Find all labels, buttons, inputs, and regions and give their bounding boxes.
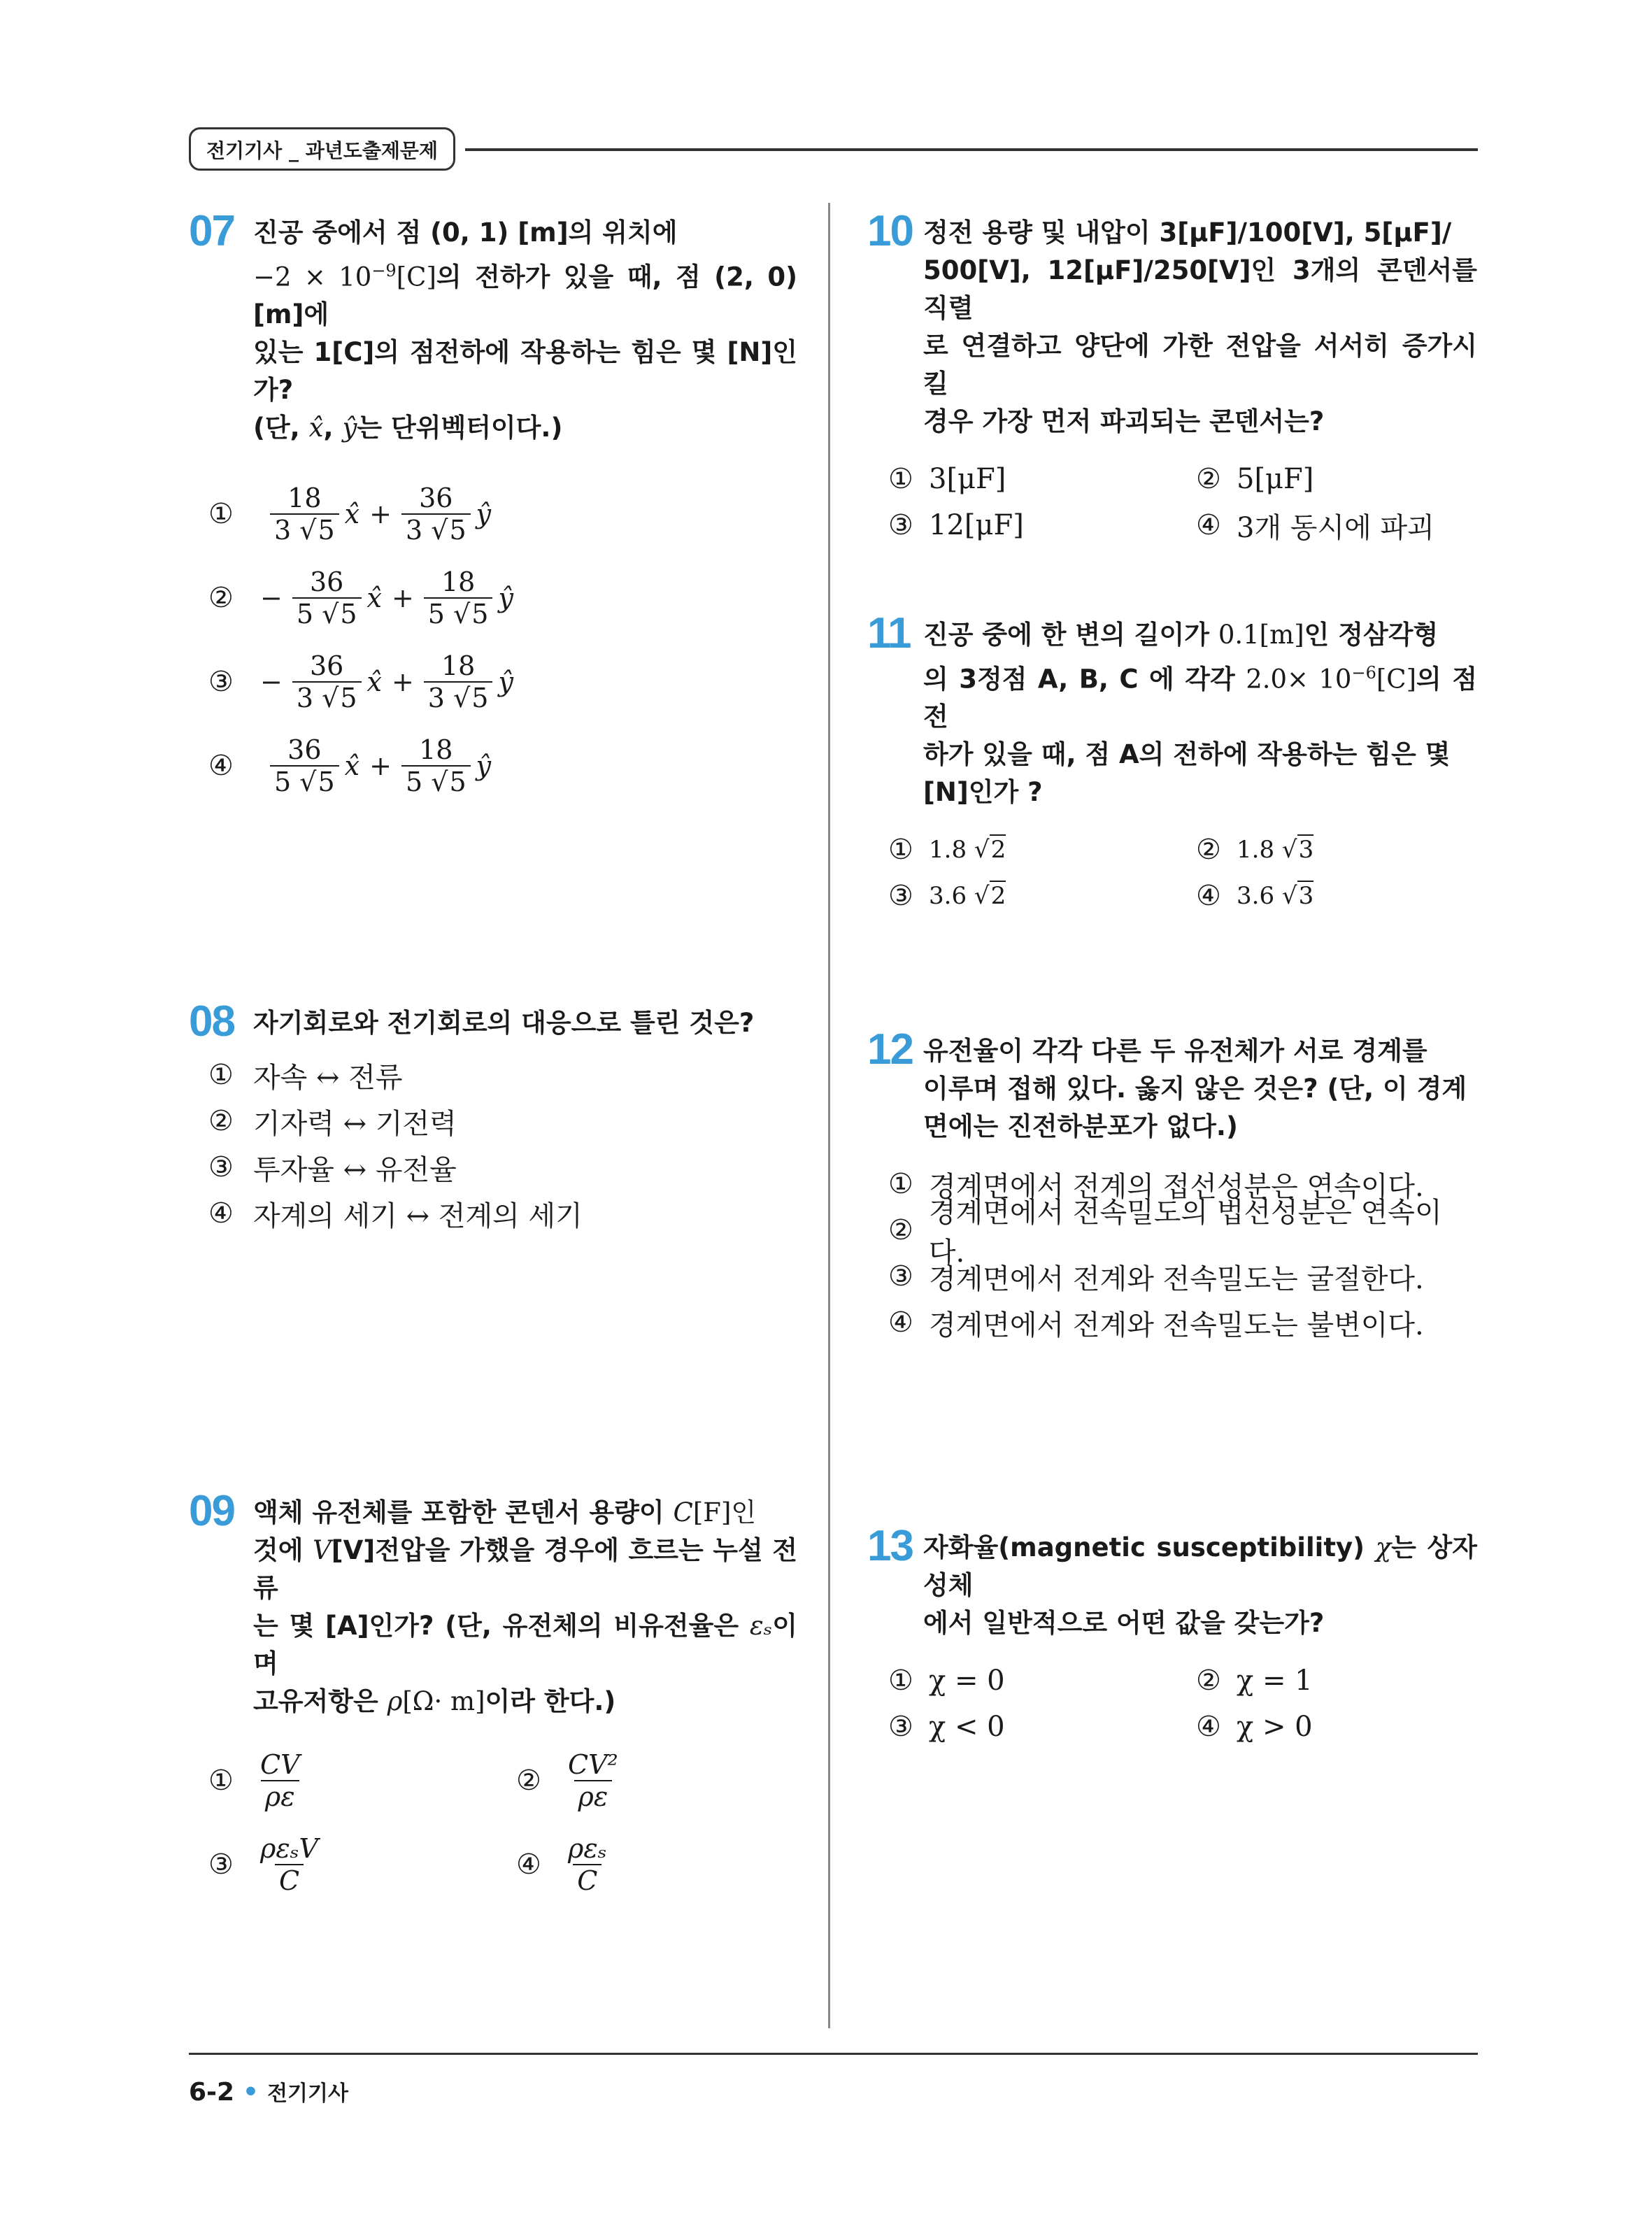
option-number: ② [208, 1105, 234, 1137]
option-2[interactable] [1196, 456, 1504, 502]
question-line: 면에는 진전하분포가 없다.) [923, 1111, 1238, 1141]
question-line [253, 1532, 797, 1607]
option-number: ④ [1196, 880, 1221, 913]
question-line: 로 연결하고 양단에 가한 전압을 서서히 증가시킬 [923, 331, 1477, 399]
sign: − [260, 583, 283, 614]
question-fragment: 것에 [253, 1535, 304, 1565]
option-4[interactable] [208, 1190, 797, 1237]
question-line: 500[V], 12[μF]/250[V]인 3개의 콘덴서를 직렬 [923, 255, 1477, 323]
question-text [923, 210, 1477, 441]
question-fragment: 자화율(magnetic susceptibility) [923, 1532, 1365, 1562]
question-text [253, 210, 797, 447]
question-line [253, 1494, 797, 1532]
footer-rule [189, 2053, 1478, 2055]
question-11 [867, 609, 1477, 919]
denominator-coef: 5 [405, 767, 423, 798]
question-fragment: , [323, 413, 334, 443]
unit-vector-x: x̂ [366, 583, 382, 614]
coefficient: 1.8 [929, 836, 967, 864]
option-number: ④ [1196, 1711, 1221, 1743]
question-text [253, 1490, 797, 1721]
option-number: ② [1196, 463, 1221, 495]
denominator-radicand: 5 [471, 599, 489, 630]
question-line [923, 616, 1477, 654]
plus-sign: + [391, 583, 414, 614]
question-number: 09 [189, 1487, 234, 1535]
denominator: ρε [574, 1780, 613, 1812]
math-symbol: χ [1375, 1532, 1392, 1562]
math-unit: [C] [1376, 664, 1417, 695]
question-12 [867, 1025, 1477, 1346]
math-expr: 0.1[m] [1218, 620, 1304, 650]
question-line [253, 252, 797, 334]
math-symbol: ρ [387, 1686, 403, 1716]
options [208, 1746, 797, 1900]
option-number: ② [1196, 834, 1221, 867]
question-fragment: 는 몇 [A]인가? (단, 유전체의 비유전율은 [253, 1611, 739, 1641]
unit-vector-x: x̂ [366, 667, 382, 698]
question-fragment: 는 단위벡터이다.) [357, 413, 563, 443]
numerator: 36 [287, 734, 322, 766]
math-expr: 2.0× 10 [1246, 664, 1352, 695]
numerator: ρεₛV [260, 1833, 318, 1864]
denominator-radicand: 5 [449, 767, 467, 798]
radicand: 3 [1298, 836, 1314, 864]
question-fragment: [V]전압을 가했을 경우에 흐르는 누설 전류 [253, 1535, 797, 1603]
unit-vector-y: ŷ [476, 499, 492, 530]
question-line: 이루며 접해 있다. 옳지 않은 것은? (단, 이 경계 [923, 1074, 1467, 1104]
option-text: 경계면에서 전속밀도의 법선성분은 연속이다. [928, 1197, 1442, 1269]
numerator: CV² [568, 1749, 618, 1780]
option-4[interactable]: ④ 3.6 √3 [1196, 880, 1314, 913]
options [888, 827, 1477, 919]
math-unit: [C] [396, 262, 436, 292]
question-fragment: 고유저항은 [253, 1686, 378, 1716]
option-4[interactable] [516, 1830, 824, 1900]
option-number: ② [516, 1765, 541, 1797]
question-line [253, 1607, 797, 1683]
radicand: 2 [990, 836, 1006, 864]
numerator: 18 [419, 734, 453, 766]
unit-vector-y: ŷ [342, 413, 357, 443]
question-line: 유전율이 각각 다른 두 유전체가 서로 경계를 [923, 1036, 1427, 1066]
denominator-coef: 3 [405, 515, 423, 546]
option-2[interactable]: ② − $\frac{36}{5 √5}$ x̂ + $\frac{18}{5 √5}$ ŷ [208, 567, 513, 630]
options [208, 472, 797, 808]
header-rule [465, 148, 1478, 151]
option-3[interactable]: ③ − $\frac{36}{3 √5}$ x̂ + $\frac{18}{3 √5}$ ŷ [208, 650, 513, 714]
question-line: 있는 1[C]의 점전하에 작용하는 힘은 몇 [N]인가? [253, 337, 797, 406]
denominator-coef: 3 [296, 683, 314, 714]
denominator: ρε [261, 1780, 299, 1812]
option-number: ④ [208, 1197, 234, 1230]
question-fragment: 의 점전 [923, 664, 1477, 732]
question-10 [867, 207, 1477, 548]
plus-sign: + [369, 499, 392, 530]
option-4[interactable] [1196, 502, 1504, 548]
unit-vector-y: ŷ [498, 667, 513, 698]
option-text: 기자력 ↔ 기전력 [253, 1107, 457, 1140]
option-1[interactable] [888, 456, 1196, 502]
question-line: [N]인가 ? [923, 777, 1043, 808]
option-3[interactable] [208, 1830, 516, 1900]
question-13 [867, 1522, 1477, 1750]
unit-vector-x: x̂ [344, 499, 360, 530]
denominator-radicand: 5 [471, 683, 489, 714]
question-line [253, 1683, 797, 1721]
column-divider [828, 203, 830, 2028]
option-1[interactable] [208, 1746, 516, 1816]
unit-vector-x: x̂ [344, 750, 360, 782]
denominator-radicand: 5 [318, 515, 335, 546]
question-text [923, 612, 1477, 811]
option-3[interactable] [888, 1253, 1477, 1299]
question-fragment: 인 정삼각형 [1304, 620, 1439, 650]
math-exponent: −9 [371, 261, 397, 280]
option-number: ④ [516, 1849, 541, 1881]
math-unit: [Ω· m] [402, 1686, 485, 1716]
bullet-icon: • [243, 2078, 259, 2107]
numerator: 36 [310, 650, 344, 682]
question-fragment: 액체 유전체를 포함한 콘덴서 용량이 [253, 1497, 664, 1527]
option-text: 경계면에서 전계와 전속밀도는 굴절한다. [929, 1262, 1424, 1295]
math-exponent: −6 [1351, 663, 1376, 683]
option-1[interactable]: ① 1.8 √2 [888, 834, 1006, 867]
option-number: ③ [208, 1849, 234, 1881]
math-symbol: εₛ [749, 1611, 773, 1641]
question-line: 하가 있을 때, 점 A의 전하에 작용하는 힘은 몇 [923, 739, 1451, 770]
option-text: 12[μF] [929, 509, 1024, 541]
option-1[interactable]: ① $\frac{18}{3 √5}$ x̂ + $\frac{36}{3 √5}$ ŷ [208, 483, 492, 546]
options [208, 1052, 797, 1237]
options [888, 1161, 1477, 1346]
option-1[interactable] [208, 1052, 797, 1098]
radicand: 2 [990, 882, 1006, 911]
option-3[interactable] [888, 502, 1196, 548]
unit-vector-y: ŷ [498, 583, 513, 614]
coefficient: 3.6 [929, 882, 967, 911]
option-4[interactable] [1196, 1704, 1504, 1750]
denominator-coef: 5 [427, 599, 445, 630]
question-fragment: 는 상자성체 [923, 1532, 1477, 1600]
numerator: 36 [419, 483, 453, 514]
option-text: 3[μF] [929, 463, 1006, 495]
option-3[interactable]: ③ 3.6 √2 [888, 880, 1006, 913]
question-07 [189, 207, 797, 808]
question-line: 경우 가장 먼저 파괴되는 콘덴서는? [923, 406, 1325, 436]
option-number: ③ [888, 880, 913, 913]
option-2[interactable] [888, 1197, 1477, 1269]
question-line: 에서 일반적으로 어떤 값을 갖는가? [923, 1608, 1325, 1638]
page-number: 6-2 [189, 2078, 235, 2107]
option-4[interactable]: ④ $\frac{36}{5 √5}$ x̂ + $\frac{18}{5 √5}$ ŷ [208, 734, 492, 798]
option-text: χ = 1 [1237, 1665, 1313, 1697]
question-fragment: (단, [253, 413, 300, 443]
option-number: ③ [208, 1151, 234, 1183]
denominator: C [573, 1864, 601, 1896]
option-4[interactable] [888, 1299, 1477, 1346]
option-text: 자계의 세기 ↔ 전계의 세기 [253, 1199, 583, 1232]
options [888, 456, 1477, 548]
coefficient: 1.8 [1237, 836, 1275, 864]
question-number: 08 [189, 997, 234, 1046]
denominator-radicand: 5 [340, 683, 357, 714]
footer-title: 전기기사 [267, 2081, 348, 2106]
denominator-coef: 3 [274, 515, 292, 546]
option-3[interactable] [208, 1144, 797, 1190]
option-text: 경계면에서 전계의 접선성분은 연속이다. [929, 1170, 1424, 1203]
plus-sign: + [369, 750, 392, 782]
numerator: 18 [287, 483, 322, 514]
question-fragment: 의 3정점 A, B, C 에 각각 [923, 664, 1235, 695]
option-number: ② [888, 1214, 913, 1246]
math-expr: −2 × 10 [253, 262, 372, 292]
question-fragment: 진공 중에 한 변의 길이가 [923, 620, 1209, 650]
option-number: ③ [888, 509, 913, 541]
denominator-coef: 3 [427, 683, 445, 714]
radicand: 3 [1298, 882, 1314, 911]
numerator: 18 [441, 650, 476, 682]
option-number: ① [888, 1665, 913, 1697]
numerator: ρεₛ [568, 1833, 607, 1864]
plus-sign: + [391, 667, 414, 698]
options [888, 1658, 1477, 1750]
header-tab: 전기기사 _ 과년도출제문제 [189, 127, 455, 171]
option-text: 투자율 ↔ 유전율 [253, 1153, 457, 1186]
option-number: ③ [208, 666, 234, 699]
question-number: 11 [867, 609, 911, 657]
unit-vector-x: x̂ [308, 413, 324, 443]
option-2[interactable]: ② 1.8 √3 [1196, 834, 1314, 867]
question-09 [189, 1487, 797, 1900]
option-text: χ > 0 [1237, 1711, 1313, 1743]
option-number: ③ [888, 1260, 913, 1292]
question-number: 12 [867, 1025, 913, 1074]
numerator: 18 [441, 567, 476, 598]
option-number: ① [888, 834, 913, 867]
footer [189, 2076, 348, 2107]
denominator-radicand: 5 [340, 599, 357, 630]
option-number: ① [888, 1168, 913, 1200]
option-number: ④ [888, 1306, 913, 1339]
question-line [253, 409, 797, 447]
option-text: 경계면에서 전계와 전속밀도는 불변이다. [929, 1309, 1424, 1341]
option-number: ① [208, 498, 234, 531]
denominator: C [275, 1864, 304, 1896]
question-number: 07 [189, 207, 234, 255]
sign: − [260, 667, 283, 698]
option-3[interactable] [888, 1704, 1196, 1750]
question-line: 진공 중에서 점 (0, 1) [m]의 위치에 [253, 218, 678, 248]
question-fragment: 이며 [253, 1611, 797, 1679]
option-number: ② [1196, 1665, 1221, 1697]
option-text: χ = 0 [929, 1665, 1005, 1697]
math-symbol: V [313, 1535, 332, 1565]
option-text: 3개 동시에 파괴 [1237, 511, 1434, 544]
option-1[interactable] [888, 1658, 1196, 1704]
option-2[interactable] [516, 1746, 824, 1816]
option-text: 5[μF] [1237, 463, 1314, 495]
option-number: ④ [1196, 509, 1221, 541]
question-line: 정전 용량 및 내압이 3[μF]/100[V], 5[μF]/ [923, 218, 1452, 248]
option-number: ④ [208, 750, 234, 783]
question-number: 10 [867, 207, 913, 255]
denominator-radicand: 5 [449, 515, 467, 546]
option-text: χ < 0 [929, 1711, 1005, 1743]
coefficient: 3.6 [1237, 882, 1275, 911]
question-text [923, 1525, 1477, 1642]
question-text [923, 1028, 1477, 1146]
option-number: ③ [888, 1711, 913, 1743]
question-text: 자기회로와 전기회로의 대응으로 틀린 것은? [253, 1008, 755, 1038]
question-fragment: [F]인 [692, 1497, 757, 1527]
option-2[interactable] [208, 1098, 797, 1144]
denominator-radicand: 5 [318, 767, 335, 798]
numerator: CV [260, 1749, 300, 1780]
question-08 [189, 997, 797, 1237]
option-number: ① [888, 463, 913, 495]
denominator-coef: 5 [296, 599, 314, 630]
option-text: 자속 ↔ 전류 [253, 1061, 403, 1094]
numerator: 36 [310, 567, 344, 598]
question-fragment: 이라 한다.) [485, 1686, 616, 1716]
denominator-coef: 5 [274, 767, 292, 798]
option-number: ① [208, 1765, 234, 1797]
question-number: 13 [867, 1522, 913, 1570]
option-number: ① [208, 1059, 234, 1091]
question-line [923, 1529, 1477, 1604]
option-number: ② [208, 582, 234, 615]
option-2[interactable] [1196, 1658, 1504, 1704]
math-symbol: C [673, 1497, 693, 1527]
unit-vector-y: ŷ [476, 750, 492, 782]
question-line [923, 654, 1477, 736]
question-fragment: 의 전하가 있을 때, 점 (2, 0) [m]에 [253, 262, 797, 330]
